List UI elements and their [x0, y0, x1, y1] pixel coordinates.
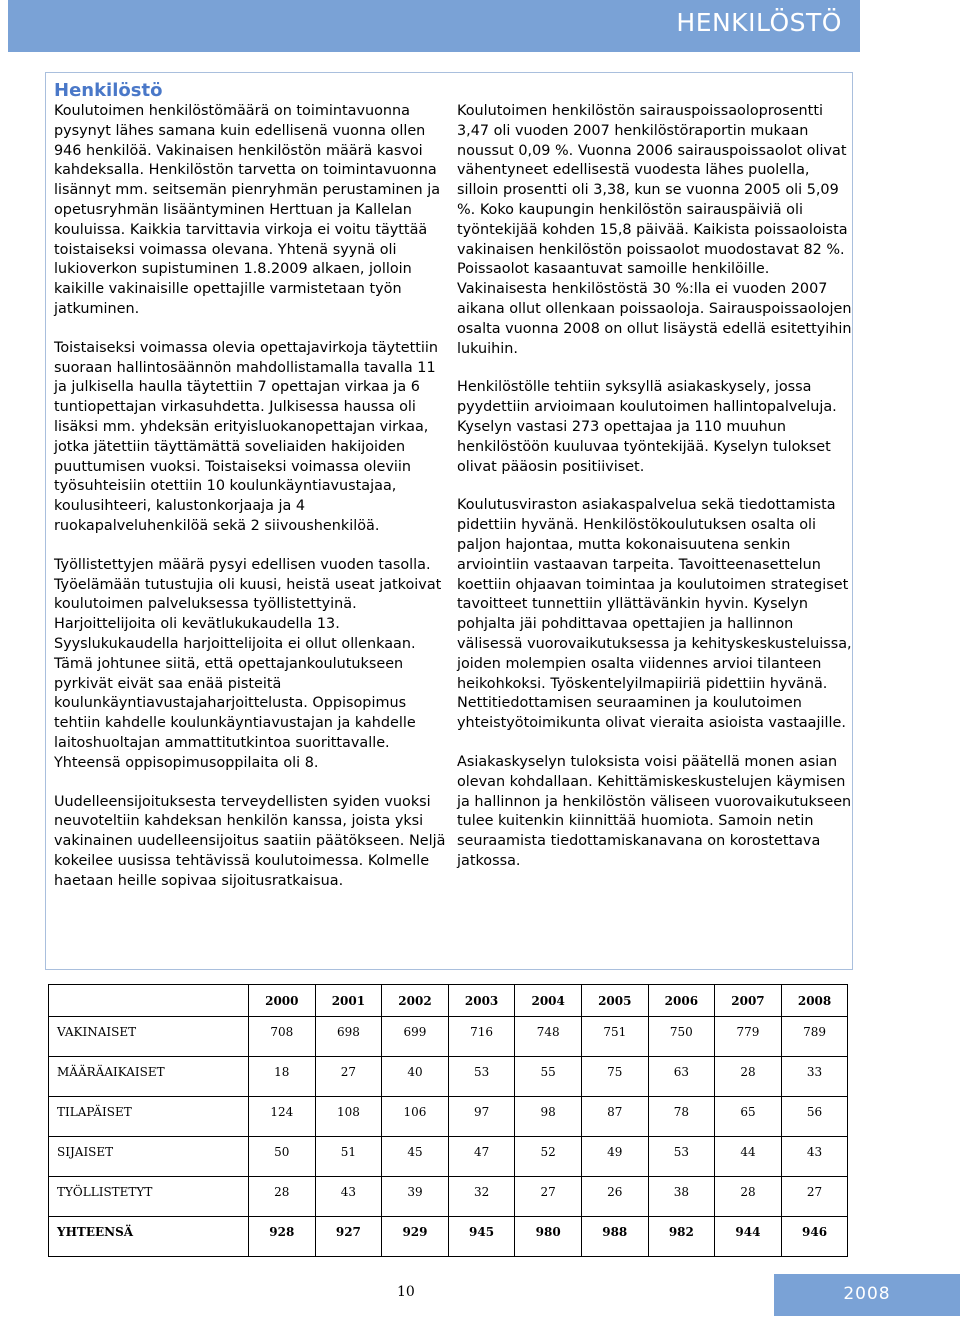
table-cell: 750: [648, 1017, 715, 1057]
table-cell: 18: [249, 1057, 316, 1097]
footer-year: 2008: [843, 1284, 891, 1304]
table-header-row: [49, 985, 848, 1017]
row-label: SIJAISET: [49, 1137, 249, 1177]
table-cell: 751: [581, 1017, 648, 1057]
table-cell: 928: [249, 1217, 316, 1257]
table-body: [49, 1017, 848, 1257]
right-paragraph-4: Asiakaskyselyn tuloksista voisi päätellä monen asian olevan kohdallaan. Kehittämiskeskustelujen käymisen ja hallinnon ja henkilöstön väliseen vuorovaikutukseen tulee kuitenkin kiinnittää huomiota. Samoin netin seuraamista tiedottamiskanavana on korostettava jatkossa.: [457, 753, 852, 869]
table-cell: 52: [515, 1137, 582, 1177]
table-cell: 33: [781, 1057, 848, 1097]
table-cell: 27: [515, 1177, 582, 1217]
column-header: 2000: [249, 985, 316, 1017]
table-row: [49, 1017, 848, 1057]
table-cell: 45: [382, 1137, 449, 1177]
table-cell: 98: [515, 1097, 582, 1137]
table-cell: 946: [781, 1217, 848, 1257]
row-label: YHTEENSÄ: [49, 1217, 249, 1257]
table-cell: 43: [315, 1177, 382, 1217]
table-cell: 748: [515, 1017, 582, 1057]
table-cell: 708: [249, 1017, 316, 1057]
table-row: [49, 1057, 848, 1097]
row-label: VAKINAISET: [49, 1017, 249, 1057]
table-cell: 929: [382, 1217, 449, 1257]
table-row: [49, 1137, 848, 1177]
table-cell: 106: [382, 1097, 449, 1137]
column-header: 2007: [715, 985, 782, 1017]
footer-bar: [774, 1274, 960, 1316]
table-cell: 32: [448, 1177, 515, 1217]
page-number: 10: [397, 1284, 415, 1300]
table-cell: 50: [249, 1137, 316, 1177]
table-cell: 26: [581, 1177, 648, 1217]
table-cell: 124: [249, 1097, 316, 1137]
column-header: 2001: [315, 985, 382, 1017]
table-cell: 698: [315, 1017, 382, 1057]
table-cell: 49: [581, 1137, 648, 1177]
table-cell: 43: [781, 1137, 848, 1177]
left-paragraph-1: Koulutoimen henkilöstömäärä on toimintavuonna pysynyt lähes samana kuin edellisenä vuonna ollen 946 henkilöä. Vakinaisen henkilöstön määrä kasvoi kahdeksalla. Henkilöstön tarvetta on toimintavuonna lisännyt mm. seitsemän pienryhmän perustaminen ja opetusryhmän lisääntyminen Herttuan ja Kallelan kouluissa. Kaikkia tarvittavia virkoja ei voitu täyttää toistaiseksi voimassa olevana. Yhtenä syynä oli lukioverkon supistuminen 1.8.2009 alkaen, jolloin kaikille vakinaisille opettajille varmistetaan työn jatkuminen.: [54, 103, 441, 317]
table-cell: 39: [382, 1177, 449, 1217]
staff-table: [48, 984, 848, 1257]
table-cell: 78: [648, 1097, 715, 1137]
table-cell: 927: [315, 1217, 382, 1257]
table-cell: 63: [648, 1057, 715, 1097]
table-cell: 944: [715, 1217, 782, 1257]
table-cell: 789: [781, 1017, 848, 1057]
table-cell: 56: [781, 1097, 848, 1137]
right-paragraph-2: Henkilöstölle tehtiin syksyllä asiakaskysely, jossa pyydettiin arvioimaan koulutoimen hallintopalveluja. Kyselyn vastasi 273 opettajaa ja 110 muuhun henkilöstöön kuuluvaa työntekijää. Kyselyn tulokset olivat pääosin positiiviset.: [457, 379, 837, 475]
row-label: TYÖLLISTETYT: [49, 1177, 249, 1217]
left-paragraph-3: Työllistettyjen määrä pysyi edellisen vuoden tasolla. Työelämään tutustujia oli kuusi, heistä useat jatkoivat koulutoimen palveluksessa työllistettyinä. Harjoittelijoita oli kevätlukukaudella 13. Syyslukukaudella harjoittelijoita ei ollut ollenkaan. Tämä johtunee siitä, että opettajankoulutukseen pyrkivät eivät saa enää pisteitä koulunkäyntiavustajaharjoittelusta. Oppisopimus tehtiin kahdelle koulunkäyntiavustajan ja kahdelle laitoshuoltajan ammattitutkintoa suorittavalle. Yhteensä oppisopimusoppilaita oli 8.: [54, 556, 442, 771]
table-corner: [49, 985, 249, 1017]
table-cell: 87: [581, 1097, 648, 1137]
column-header: 2003: [448, 985, 515, 1017]
table-cell: 47: [448, 1137, 515, 1177]
table-cell: 40: [382, 1057, 449, 1097]
table-cell: 55: [515, 1057, 582, 1097]
table-cell: 945: [448, 1217, 515, 1257]
table-cell: 75: [581, 1057, 648, 1097]
column-header: 2005: [581, 985, 648, 1017]
column-header: 2008: [781, 985, 848, 1017]
table-cell: 716: [448, 1017, 515, 1057]
table-cell: 27: [315, 1057, 382, 1097]
table-cell: 51: [315, 1137, 382, 1177]
table-cell: 53: [648, 1137, 715, 1177]
page-title: HENKILÖSTÖ: [676, 8, 842, 37]
table-cell: 28: [715, 1057, 782, 1097]
left-paragraph-2: Toistaiseksi voimassa olevia opettajavirkoja täytettiin suoraan hallintosäännön mahdollistamalla tavalla 11 ja julkisella haulla täytettiin 7 opettajan virkaa ja 6 tuntiopettajan virkasuhdetta. Julkisessa haussa oli lisäksi mm. yhdeksän erityisluokanopettajan virkaa, jotka jätettiin täyttämättä soveliaiden hakijoiden puuttumisen vuoksi. Toistaiseksi voimassa oleviin työsuhteisiin otettiin 10 koulunkäyntiavustajaa, koulusihteeri, kalustonkorjaaja ja 4 ruokapalveluhenkilöä sekä 2 siivoushenkilöä.: [54, 339, 438, 534]
row-label: MÄÄRÄAIKAISET: [49, 1057, 249, 1097]
table-row: [49, 1177, 848, 1217]
column-header: 2006: [648, 985, 715, 1017]
table-row: [49, 1217, 848, 1257]
table-cell: 28: [715, 1177, 782, 1217]
table-cell: 699: [382, 1017, 449, 1057]
right-column: [457, 102, 852, 891]
section-heading: Henkilöstö: [54, 80, 163, 101]
table-cell: 108: [315, 1097, 382, 1137]
row-label: TILAPÄISET: [49, 1097, 249, 1137]
right-paragraph-3: Koulutusviraston asiakaspalvelua sekä tiedottamista pidettiin hyvänä. Henkilöstökoulutuksen osalta oli paljon hajontaa, mutta kokonaisuutena senkin arviointiin vastaavan tarpeita. Tavoitteenasettelun koettiin ohjaavan toimintaa ja koulutoimen strategiset tavoitteet tunnettiin yllättävänkin hyvin. Kyselyn pohjalta jäi pohdittavaa opettajien ja hallinnon välisessä vuorovaikutuksessa ja kehityskeskusteluissa, joiden molempien osalta viidennes arvioi tilanteen heikohkoksi. Työskentelyilmapiiriä pidettiin hyvänä. Nettitiedottamisen seuraaminen ja koulutoimen yhteistyötoimikunta olivat vieraita asioista vastaajille.: [457, 497, 852, 732]
table-row: [49, 1097, 848, 1137]
table-cell: 97: [448, 1097, 515, 1137]
table-cell: 44: [715, 1137, 782, 1177]
table-cell: 65: [715, 1097, 782, 1137]
left-column: [54, 80, 446, 910]
column-header: 2002: [382, 985, 449, 1017]
table-cell: 27: [781, 1177, 848, 1217]
left-paragraph-4: Uudelleensijoituksesta terveydellisten syiden vuoksi neuvoteltiin kahdeksan henkilön kanssa, joista yksi vakinainen uudelleensijoitus saatiin päätökseen. Neljä kokeilee uusissa tehtävissä koulutoimessa. Kolmelle haetaan heille sopivaa sijoitusratkaisua.: [54, 793, 446, 889]
header-bar: [8, 0, 860, 52]
table-cell: 982: [648, 1217, 715, 1257]
table-cell: 38: [648, 1177, 715, 1217]
table-cell: 28: [249, 1177, 316, 1217]
right-paragraph-1: Koulutoimen henkilöstön sairauspoissaoloprosentti 3,47 oli vuoden 2007 henkilöstöraportin mukaan noussut 0,09 %. Vuonna 2006 sairauspoissaolot olivat vähentyneet edellisestä vuodesta lähes puolella, silloin prosentti oli 3,38, kun se vuonna 2005 oli 5,09 %. Koko kaupungin henkilöstön sairauspäiviä oli työntekijää kohden 15,8 päivää. Kaikista poissaoloista vakinaisen henkilöstön poissaolot muodostavat 82 %. Poissaolot kasaantuvat samoille henkilöille. Vakinaisesta henkilöstöstä 30 %:lla ei vuoden 2007 aikana ollut ollenkaan poissaoloja. Sairauspoissaolojen osalta vuonna 2008 on ollut lisäystä edellä esitettyihin lukuihin.: [457, 103, 852, 357]
table-cell: 53: [448, 1057, 515, 1097]
table-cell: 980: [515, 1217, 582, 1257]
column-header: 2004: [515, 985, 582, 1017]
table-cell: 988: [581, 1217, 648, 1257]
table-cell: 779: [715, 1017, 782, 1057]
